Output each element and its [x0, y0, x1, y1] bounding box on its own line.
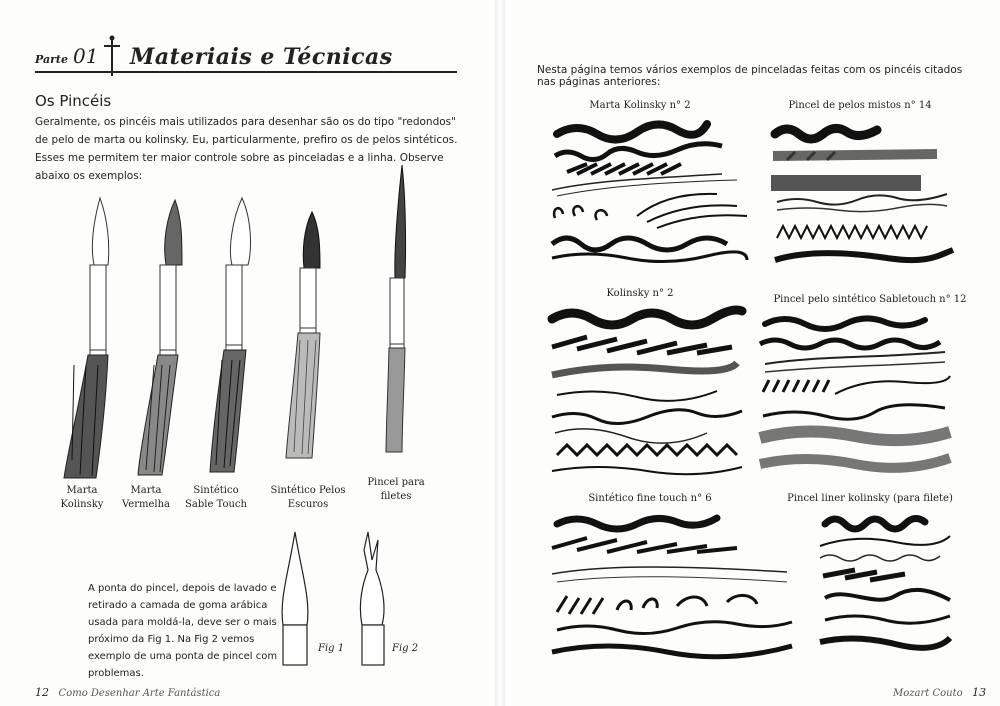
fig1-brush-tip-drawing	[275, 530, 315, 670]
brush-sable-touch-drawing	[210, 198, 250, 472]
brush-label-sable-touch: Sintético Sable Touch	[185, 485, 247, 510]
right-page	[505, 0, 1000, 706]
chapter-header	[35, 38, 457, 82]
chapter-title: Materiais e Técnicas	[130, 44, 393, 70]
fig1-label: Fig 1	[318, 643, 345, 654]
right-page-number: 13	[972, 686, 987, 699]
sample-label-sabletouch: Pincel pelo sintético Sabletouch n° 12	[773, 294, 967, 305]
header-rule	[35, 71, 457, 73]
brush-illustrations	[50, 160, 430, 480]
left-page	[0, 0, 495, 706]
brush-label-marta-kolinsky: Marta Kolinsky	[60, 485, 104, 510]
part-number: 01	[73, 44, 99, 68]
author-name: Mozart Couto	[893, 688, 963, 699]
right-intro-paragraph: Nesta página temos vários exemplos de pinceladas feitas com os pincéis citados nas páginas anteriores:	[537, 64, 963, 88]
section-title: Os Pincéis	[35, 92, 112, 110]
intro-paragraph: Geralmente, os pincéis mais utilizados para desenhar são os do tipo "redondos" de pelo de marta ou kolinsky. Eu, particularmente, prefiro os de pelos sintéticos. Esses me permitem ter maior controle sobre as pinceladas e a linha. Observe abaixo os exemplos:	[35, 116, 458, 182]
brush-filetes-drawing	[386, 165, 406, 452]
brush-label-filetes: Pincel para filetes	[367, 477, 425, 502]
left-page-number: 12	[35, 686, 49, 699]
sample-label-pelos-mistos: Pincel de pelos mistos n° 14	[788, 100, 932, 111]
brush-pelos-escuros-drawing	[286, 212, 320, 458]
brush-marta-kolinsky-drawing	[64, 198, 109, 478]
part-label: Parte	[35, 53, 68, 66]
sample-label-fine-touch: Sintético fine touch n° 6	[588, 493, 712, 504]
brush-tip-paragraph: A ponta do pincel, depois de lavado e retirado a camada de goma arábica usada para moldá-la, deve ser o mais próximo da Fig 1. Na Fig 2 vemos exemplo de uma ponta de pincel com problemas.	[88, 583, 278, 679]
fig2-brush-tip-drawing	[352, 530, 392, 670]
sample-label-liner-kolinsky: Pincel liner kolinsky (para filete)	[787, 493, 953, 504]
sample-label-kolinsky: Kolinsky n° 2	[606, 288, 674, 299]
stroke-sample-fine-touch	[547, 512, 797, 662]
stroke-sample-marta-kolinsky	[547, 120, 752, 270]
brush-label-marta-vermelha: Marta Vermelha	[121, 485, 170, 510]
sample-label-marta-kolinsky: Marta Kolinsky n° 2	[589, 100, 691, 111]
fig2-label: Fig 2	[392, 643, 419, 654]
book-title: Como Desenhar Arte Fantástica	[58, 688, 221, 699]
stroke-sample-liner-kolinsky	[815, 512, 955, 662]
right-footer	[893, 686, 986, 699]
stroke-sample-pelos-mistos	[767, 120, 957, 275]
book-gutter	[495, 0, 505, 706]
brush-marta-vermelha-drawing	[138, 200, 182, 475]
brush-label-pelos-escuros: Sintético Pelos Escuros	[270, 485, 346, 510]
stroke-sample-kolinsky	[547, 305, 747, 475]
stroke-sample-sabletouch	[755, 312, 955, 477]
left-footer	[35, 686, 220, 699]
